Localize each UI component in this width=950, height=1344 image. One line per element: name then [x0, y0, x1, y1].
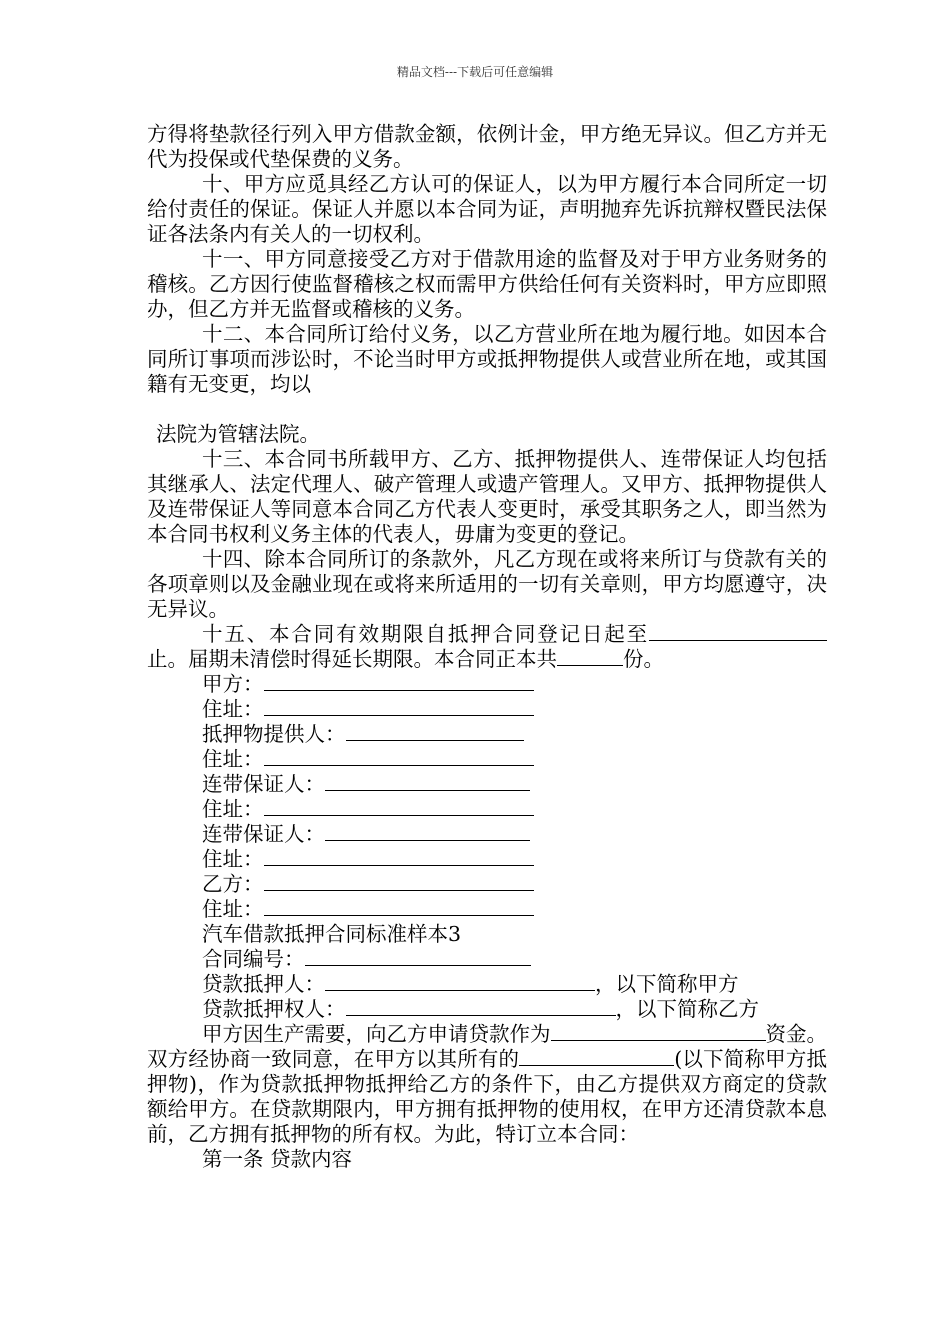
term-end-blank-continued[interactable] [799, 622, 827, 641]
signature-label: 连带保证人： [202, 822, 325, 846]
clause-13-successors: 十三、本合同书所载甲方、乙方、抵押物提供人、连带保证人均包括其继承人、法定代理人、破产管理人或遗产管理人。又甲方、抵押物提供人及连带保证人等同意本合同乙方代表人变更时，承受其职务之人，即当然为本合同书权利义务主体的代表人，毋庸为变更的登记。 [147, 447, 827, 546]
signature-label: 住址： [202, 847, 264, 871]
clause-14-regulations: 十四、除本合同所订的条款外，凡乙方现在或将来所订与贷款有关的各项章则以及金融业现在或将来所适用的一切有关章则，甲方均愿遵守，决无异议。 [147, 547, 827, 621]
signature-blank[interactable] [264, 847, 534, 866]
mortgagor-field [147, 972, 827, 997]
signature-row [147, 897, 827, 922]
clause-15-text-b: 止。届期未清偿时得延长期限。本合同正本共 [147, 647, 557, 671]
signature-blank[interactable] [264, 672, 534, 691]
signature-row [147, 872, 827, 897]
mortgagee-blank[interactable] [346, 997, 616, 1016]
signature-blank[interactable] [325, 772, 530, 791]
article-1-heading: 第一条 贷款内容 [202, 1147, 353, 1171]
signature-blank[interactable] [264, 797, 534, 816]
court-name-blank [147, 397, 827, 422]
clause-10-guarantor: 十、甲方应觅具经乙方认可的保证人，以为甲方履行本合同所定一切给付责任的保证。保证人并愿以本合同为证，声明抛弃先诉抗辩权暨民法保证各法条内有关人的一切权利。 [147, 172, 827, 246]
signature-row [147, 697, 827, 722]
signature-label: 甲方： [202, 672, 264, 696]
contract-number-field [147, 947, 827, 972]
term-end-blank[interactable] [649, 622, 799, 641]
signature-label: 乙方： [202, 872, 264, 896]
mortgagor-blank[interactable] [325, 972, 595, 991]
signature-blank[interactable] [325, 822, 530, 841]
contract-body [147, 122, 827, 1172]
signature-blank[interactable] [264, 897, 534, 916]
mortgagee-suffix: ，以下简称乙方 [615, 997, 759, 1021]
contract3-intro [147, 1022, 827, 1147]
signature-block [147, 672, 827, 922]
signature-row [147, 847, 827, 872]
signature-label: 住址： [202, 697, 264, 721]
clause-15-text-c: 份。 [623, 647, 664, 671]
intro-text-b: 资金。双方经协商一致同意，在甲方以其所有的 [147, 1022, 827, 1071]
signature-blank[interactable] [264, 872, 534, 891]
clause-15-text-a: 十五、本合同有效期限自抵押合同登记日起至 [202, 622, 649, 646]
mortgagee-field [147, 997, 827, 1022]
clause-12-jurisdiction: 十二、本合同所订给付义务，以乙方营业所在地为履行地。如因本合同所订事项而涉讼时，不论当时甲方或抵押物提供人或营业所在地，或其国籍有无变更，均以 [147, 322, 827, 396]
signature-row [147, 797, 827, 822]
signature-row [147, 722, 827, 747]
page-header: 精品文档---下载后可任意编辑 [396, 65, 554, 79]
intro-text-a: 甲方因生产需要，向乙方申请贷款作为 [202, 1022, 551, 1046]
contract-number-label: 合同编号： [202, 947, 305, 971]
paragraph-insurance-continued: 方得将垫款径行列入甲方借款金额，依例计金，甲方绝无异议。但乙方并无代为投保或代垫保费的义务。 [147, 122, 827, 171]
contract-number-blank[interactable] [305, 947, 531, 966]
contract3-title: 汽车借款抵押合同标准样本3 [202, 922, 462, 946]
clause-12-court: 法院为管辖法院。 [156, 422, 320, 446]
clause-11-supervision: 十一、甲方同意接受乙方对于借款用途的监督及对于甲方业务财务的稽核。乙方因行使监督稽核之权而需甲方供给任何有关资料时，甲方应即照办，但乙方并无监督或稽核的义务。 [147, 247, 827, 321]
collateral-blank[interactable] [519, 1047, 674, 1066]
signature-row [147, 822, 827, 847]
mortgagee-label: 贷款抵押权人： [202, 997, 346, 1021]
signature-blank[interactable] [264, 747, 534, 766]
mortgagor-suffix: ，以下简称甲方 [595, 972, 739, 996]
copies-blank[interactable] [557, 647, 623, 666]
signature-blank[interactable] [346, 722, 524, 741]
intro-text-c: (以下简称甲方抵押物)，作为贷款抵押物抵押给乙方的条件下，由乙方提供双方商定的贷款额给甲方。在贷款期限内，甲方拥有抵押物的使用权，在甲方还清贷款本息前，乙方拥有抵押物的所有权。为此，特订立本合同： [147, 1047, 828, 1146]
signature-label: 住址： [202, 747, 264, 771]
clause-15-term [147, 622, 827, 672]
signature-row [147, 672, 827, 697]
mortgagor-label: 贷款抵押人： [202, 972, 325, 996]
loan-purpose-blank[interactable] [551, 1022, 766, 1041]
signature-label: 住址： [202, 797, 264, 821]
signature-label: 抵押物提供人： [202, 722, 346, 746]
signature-row [147, 747, 827, 772]
signature-blank[interactable] [264, 697, 534, 716]
signature-label: 住址： [202, 897, 264, 921]
signature-label: 连带保证人： [202, 772, 325, 796]
signature-row [147, 772, 827, 797]
